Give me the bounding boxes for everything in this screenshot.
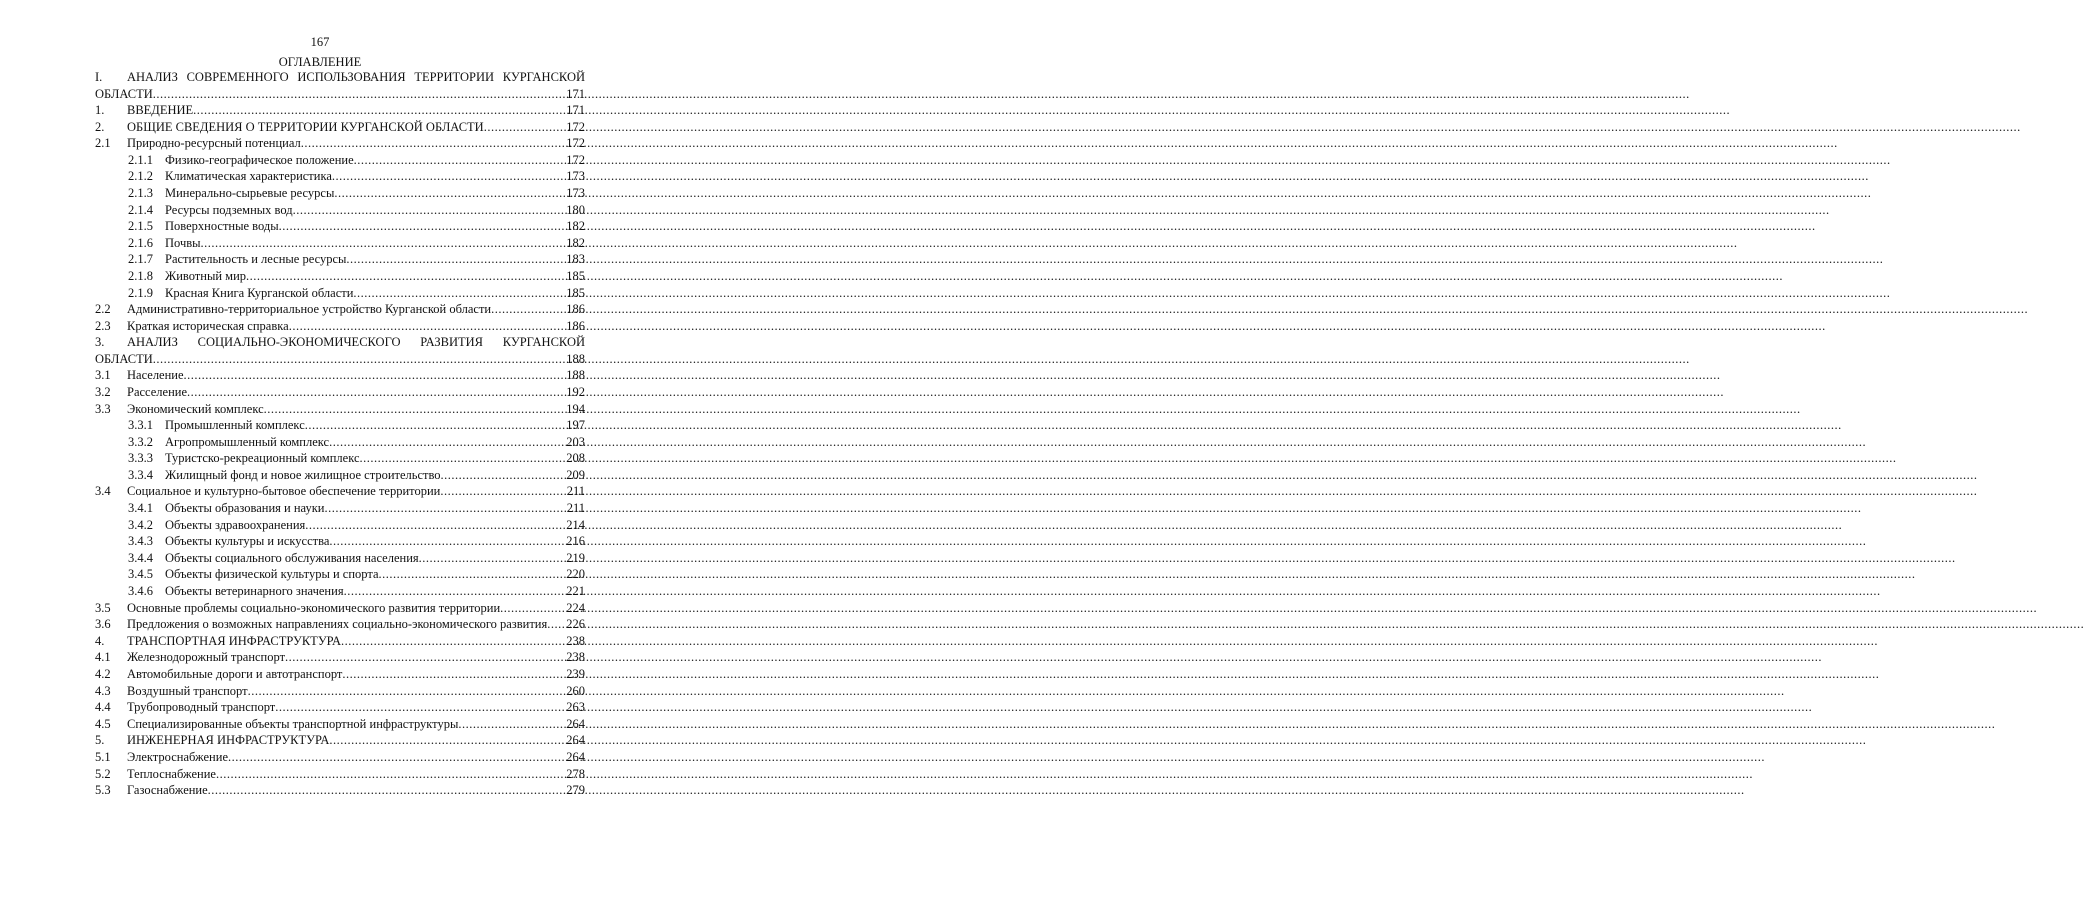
dot-leader — [334, 185, 565, 202]
toc-entry-title: АНАЛИЗ СОЦИАЛЬНО-ЭКОНОМИЧЕСКОГО РАЗВИТИЯ КУРГАНСКОЙ — [127, 335, 585, 350]
toc-entry[interactable] — [95, 185, 585, 202]
dot-leader — [354, 152, 566, 169]
toc-entry-number: 3.4.2 — [128, 517, 153, 532]
toc-entry-number: 3. — [95, 335, 105, 350]
toc-entry-page: 264 — [566, 749, 585, 764]
toc-entry-title: Автомобильные дороги и автотранспорт — [127, 667, 343, 681]
dot-leader — [329, 732, 565, 749]
toc-entry[interactable] — [95, 102, 585, 119]
toc-entry-page: 172 — [566, 152, 585, 167]
toc-entry[interactable] — [95, 633, 585, 650]
toc-entry-page: 173 — [566, 185, 585, 200]
dot-leader — [184, 367, 566, 384]
toc-entry-title: Предложения о возможных направлениях социально-экономического развития — [127, 617, 548, 632]
toc-entry[interactable] — [95, 683, 585, 700]
dot-leader — [484, 119, 566, 136]
dot-leader — [324, 500, 565, 517]
toc-entry[interactable] — [95, 69, 585, 102]
dot-leader — [289, 318, 566, 335]
toc-entry[interactable] — [95, 483, 585, 500]
toc-entry-number: I. — [95, 70, 103, 84]
toc-entry[interactable] — [95, 218, 585, 235]
dot-leader — [329, 533, 565, 550]
toc-entry-page: 188 — [566, 368, 585, 383]
toc-entry-page: 219 — [566, 550, 585, 565]
toc-entry[interactable] — [95, 716, 585, 733]
toc-entry[interactable] — [95, 119, 585, 136]
toc-entry-number: 2.3 — [95, 318, 111, 333]
toc-entry[interactable] — [95, 334, 585, 367]
toc-entry-title: Физико-географическое положение — [165, 152, 354, 167]
toc-entry-number: 3.6 — [95, 617, 111, 632]
dot-leader — [305, 417, 566, 434]
toc-entry[interactable] — [95, 301, 585, 318]
toc-entry[interactable] — [95, 417, 585, 434]
toc-entry-number: 3.1 — [95, 368, 111, 383]
toc-entry-title: ВВЕДЕНИЕ — [127, 103, 194, 117]
toc-entry-page: 186 — [566, 302, 585, 317]
toc-entry-page: 185 — [566, 285, 585, 300]
dot-leader — [379, 566, 566, 583]
dot-leader — [279, 218, 566, 235]
toc-entry[interactable] — [95, 235, 585, 252]
toc-entry-number: 3.3.3 — [128, 451, 153, 466]
dot-leader — [293, 202, 566, 219]
toc-entry-page: 188 — [566, 351, 585, 366]
toc-entry-page: 180 — [566, 202, 585, 217]
toc-entry-number: 3.3.2 — [128, 434, 153, 449]
toc-entry[interactable] — [95, 550, 585, 567]
toc-entry-title-continued: ОБЛАСТИ — [95, 351, 153, 366]
toc-entry-page: 239 — [566, 667, 585, 681]
dot-leader — [329, 434, 565, 451]
toc-entry[interactable] — [95, 583, 585, 600]
toc-entry-number: 4.3 — [95, 683, 111, 698]
dot-leader — [208, 782, 566, 799]
toc-entry-number: 2.1.4 — [128, 202, 153, 217]
toc-entry-number: 2.1.5 — [128, 219, 153, 234]
toc-entry-title-continued: ОБЛАСТИ — [95, 86, 153, 101]
toc-entry[interactable] — [95, 467, 585, 484]
toc-entry[interactable] — [95, 251, 585, 268]
toc-entry-page: 197 — [566, 418, 585, 433]
toc-entry-title: Объекты образования и науки — [165, 501, 325, 516]
toc-entry-title: Растительность и лесные ресурсы — [165, 252, 347, 267]
page-number: 167 — [310, 35, 330, 49]
toc-entry-number: 5.1 — [95, 749, 111, 764]
toc-entry-page: 211 — [566, 484, 585, 499]
toc-entry-title: Трубопроводный транспорт — [127, 700, 276, 715]
toc-entry-title: Жилищный фонд и новое жилищное строительство — [165, 467, 441, 482]
dot-leader — [228, 749, 565, 766]
toc-entry-page: 192 — [566, 384, 585, 399]
toc-entry[interactable] — [95, 732, 585, 749]
table-of-contents — [95, 69, 585, 799]
toc-entry-page: 172 — [566, 119, 585, 134]
toc-entry-title: Животный мир — [165, 268, 247, 283]
toc-entry[interactable] — [95, 268, 585, 285]
toc-entry-page: 173 — [566, 169, 585, 184]
toc-entry-page: 224 — [566, 600, 585, 615]
toc-entry-number: 5.3 — [95, 783, 111, 798]
toc-entry-title: Основные проблемы социально-экономического развития территории — [127, 600, 501, 615]
toc-entry-number: 2.1.2 — [128, 169, 153, 184]
dot-leader — [301, 135, 565, 152]
toc-entry-number: 3.4 — [95, 484, 111, 499]
dot-leader — [153, 86, 565, 103]
toc-entry-title: Расселение — [127, 384, 188, 399]
toc-entry-number: 2.1.8 — [128, 268, 153, 283]
toc-entry[interactable] — [95, 766, 585, 783]
toc-entry[interactable] — [95, 285, 585, 302]
toc-entry-title: Промышленный комплекс — [165, 418, 305, 433]
toc-entry-number: 1. — [95, 103, 105, 117]
toc-entry-page: 185 — [566, 268, 585, 283]
dot-leader — [346, 251, 565, 268]
document-page — [0, 0, 640, 905]
toc-entry-title: Газоснабжение — [127, 783, 208, 798]
toc-entry[interactable] — [95, 566, 585, 583]
toc-entry[interactable] — [95, 135, 585, 152]
dot-leader — [153, 351, 565, 368]
toc-entry-page: 209 — [566, 467, 585, 482]
dot-leader — [342, 666, 565, 683]
toc-entry-page: 263 — [566, 700, 585, 715]
toc-entry-page: 264 — [566, 716, 585, 731]
toc-entry-page: 211 — [566, 501, 585, 516]
toc-entry-title: Краткая историческая справка — [127, 318, 289, 333]
toc-entry-title: Электроснабжение — [127, 749, 228, 764]
toc-entry-title: Воздушный транспорт — [127, 683, 248, 698]
dot-leader — [419, 550, 566, 567]
toc-entry-page: 203 — [566, 434, 585, 449]
toc-entry-number: 3.4.6 — [128, 584, 153, 599]
dot-leader — [500, 600, 565, 617]
dot-leader — [193, 102, 565, 119]
toc-entry-page: 194 — [566, 401, 585, 416]
toc-entry[interactable] — [95, 517, 585, 534]
toc-entry-title: Агропромышленный комплекс — [165, 434, 330, 449]
toc-entry[interactable] — [95, 450, 585, 467]
toc-entry-number: 4.5 — [95, 716, 111, 731]
toc-entry-title: Объекты физической культуры и спорта — [165, 567, 379, 582]
toc-entry-number: 3.3 — [95, 401, 111, 416]
toc-entry-title: Объекты культуры и искусства — [165, 534, 330, 549]
toc-entry-title: Красная Книга Курганской области — [165, 285, 354, 300]
toc-entry[interactable] — [95, 649, 585, 666]
toc-entry-number: 3.2 — [95, 384, 111, 399]
toc-entry-number: 3.4.1 — [128, 501, 153, 516]
dot-leader — [547, 616, 565, 633]
toc-entry[interactable] — [95, 318, 585, 335]
toc-entry-title: Природно-ресурсный потенциал — [127, 136, 301, 151]
toc-entry-page: 221 — [566, 584, 585, 599]
toc-entry-number: 3.4.4 — [128, 550, 153, 565]
toc-entry-number: 3.3.1 — [128, 418, 153, 433]
toc-title: ОГЛАВЛЕНИЕ — [278, 55, 362, 69]
dot-leader — [285, 649, 565, 666]
toc-entry-number: 3.4.3 — [128, 534, 153, 549]
toc-entry-title: Социальное и культурно-бытовое обеспечение территории — [127, 484, 441, 499]
toc-entry-page: 208 — [566, 451, 585, 466]
dot-leader — [264, 401, 566, 418]
dot-leader — [441, 467, 566, 484]
toc-entry-page: 220 — [566, 567, 585, 582]
toc-entry-number: 3.5 — [95, 600, 111, 615]
toc-entry-page: 182 — [566, 235, 585, 250]
toc-entry-number: 4. — [95, 633, 105, 648]
toc-entry-title: Поверхностные воды — [165, 219, 279, 234]
toc-entry-page: 238 — [566, 650, 585, 665]
toc-entry-title: ИНЖЕНЕРНАЯ ИНФРАСТРУКТУРА — [127, 733, 330, 748]
dot-leader — [353, 285, 565, 302]
toc-entry-page: 278 — [566, 766, 585, 781]
toc-entry-number: 2.2 — [95, 302, 111, 317]
toc-entry[interactable] — [95, 699, 585, 716]
dot-leader — [360, 450, 566, 467]
toc-entry[interactable] — [95, 401, 585, 418]
toc-entry-title: ОБЩИЕ СВЕДЕНИЯ О ТЕРРИТОРИИ КУРГАНСКОЙ ОБЛАСТИ — [127, 119, 484, 134]
toc-entry-page: 238 — [566, 633, 585, 648]
toc-entry[interactable] — [95, 616, 585, 633]
toc-entry[interactable] — [95, 600, 585, 617]
dot-leader — [216, 766, 565, 783]
toc-entry-title: Объекты здравоохранения — [165, 517, 306, 532]
toc-entry-page: 226 — [566, 617, 585, 632]
toc-entry[interactable] — [95, 152, 585, 169]
toc-entry-title: Туристско-рекреационный комплекс — [165, 451, 360, 466]
toc-entry-page: 182 — [566, 219, 585, 234]
dot-leader — [275, 699, 565, 716]
toc-entry-title: Ресурсы подземных вод — [165, 202, 293, 217]
toc-entry-page: 279 — [566, 783, 585, 798]
toc-entry-page: 216 — [566, 534, 585, 549]
toc-entry-title: Объекты социального обслуживания населения — [165, 550, 419, 565]
toc-entry-title: Объекты ветеринарного значения — [165, 584, 344, 599]
dot-leader — [332, 168, 565, 185]
toc-entry-number: 2.1.1 — [128, 152, 153, 167]
toc-entry-page: 171 — [566, 103, 585, 117]
toc-entry-number: 2.1.3 — [128, 185, 153, 200]
toc-entry-number: 4.2 — [95, 667, 111, 681]
toc-entry[interactable] — [95, 202, 585, 219]
toc-entry-number: 5. — [95, 733, 105, 748]
toc-entry-title: Административно-территориальное устройство Курганской области — [127, 302, 492, 317]
toc-entry-title: Специализированные объекты транспортной инфраструктуры — [127, 716, 459, 731]
toc-entry-number: 2.1.9 — [128, 285, 153, 300]
toc-entry[interactable] — [95, 749, 585, 766]
toc-entry[interactable] — [95, 500, 585, 517]
toc-entry[interactable] — [95, 434, 585, 451]
toc-entry[interactable] — [95, 533, 585, 550]
toc-entry-number: 2.1.7 — [128, 252, 153, 267]
toc-entry-title: Экономический комплекс — [127, 401, 264, 416]
dot-leader — [187, 384, 565, 401]
toc-entry-number: 5.2 — [95, 766, 111, 781]
toc-entry-title: ТРАНСПОРТНАЯ ИНФРАСТРУКТУРА — [127, 633, 342, 648]
dot-leader — [440, 483, 565, 500]
toc-entry-title: Минерально-сырьевые ресурсы — [165, 185, 335, 200]
toc-entry-number: 3.4.5 — [128, 567, 153, 582]
dot-leader — [344, 583, 566, 600]
toc-entry-page: 214 — [566, 517, 585, 532]
toc-entry-page: 171 — [566, 86, 585, 101]
toc-entry-number: 3.3.4 — [128, 467, 153, 482]
dot-leader — [246, 268, 565, 285]
toc-entry-page: 183 — [566, 252, 585, 267]
dot-leader — [341, 633, 565, 650]
toc-entry[interactable] — [95, 384, 585, 401]
toc-entry-number: 2.1 — [95, 136, 111, 151]
toc-entry-title: Почвы — [165, 235, 201, 250]
toc-entry-page: 186 — [566, 318, 585, 333]
toc-entry-page: 264 — [566, 733, 585, 748]
dot-leader — [458, 716, 565, 733]
toc-entry-title: Железнодорожный транспорт — [127, 650, 286, 665]
toc-entry-title: Климатическая характеристика — [165, 169, 332, 184]
dot-leader — [491, 301, 565, 318]
toc-entry-title: АНАЛИЗ СОВРЕМЕННОГО ИСПОЛЬЗОВАНИЯ ТЕРРИТОРИИ КУРГАНСКОЙ — [127, 70, 585, 84]
dot-leader — [248, 683, 566, 700]
toc-entry[interactable] — [95, 168, 585, 185]
toc-entry-number: 4.1 — [95, 650, 111, 665]
toc-entry-title: Теплоснабжение — [127, 766, 216, 781]
toc-entry-number: 2. — [95, 119, 105, 134]
dot-leader — [305, 517, 565, 534]
toc-entry[interactable] — [95, 367, 585, 384]
toc-entry[interactable] — [95, 666, 585, 683]
toc-entry-page: 260 — [566, 683, 585, 698]
dot-leader — [201, 235, 566, 252]
toc-entry-title: Население — [127, 368, 184, 383]
toc-entry-number: 2.1.6 — [128, 235, 153, 250]
toc-entry-number: 4.4 — [95, 700, 111, 715]
toc-entry-page: 172 — [566, 136, 585, 151]
toc-entry[interactable] — [95, 782, 585, 799]
